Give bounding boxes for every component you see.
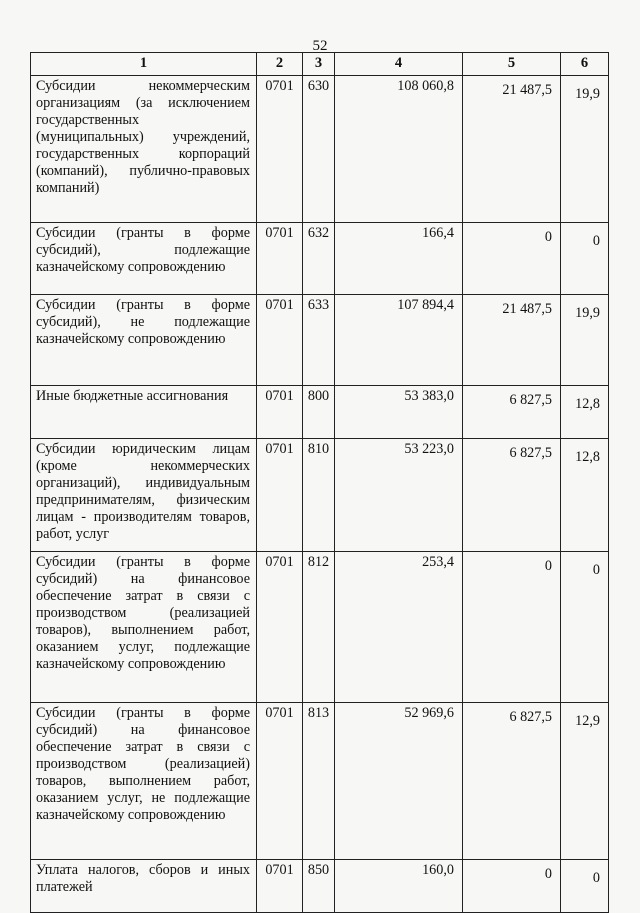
table-row <box>31 386 609 439</box>
plan-amount: 52 969,6 <box>335 703 463 860</box>
section-code: 0701 <box>257 76 303 223</box>
actual-amount: 6 827,5 <box>463 386 561 439</box>
section-code: 0701 <box>257 386 303 439</box>
row-description: Субсидии (гранты в форме субсидий) на финансовое обеспечение затрат в связи с производством (реализацией товаров), выполнением работ, оказанием услуг, подлежащие казначейскому сопровождению <box>31 552 257 703</box>
budget-table <box>30 52 609 913</box>
actual-amount: 6 827,5 <box>463 439 561 552</box>
column-header-2: 2 <box>257 53 303 76</box>
row-description: Субсидии некоммерческим организациям (за исключением государственных (муниципальных) учреждений, государственных корпораций (компаний), публично-правовых компаний) <box>31 76 257 223</box>
plan-amount: 160,0 <box>335 860 463 913</box>
plan-amount: 107 894,4 <box>335 295 463 386</box>
plan-amount: 53 223,0 <box>335 439 463 552</box>
actual-amount: 0 <box>463 223 561 295</box>
table-row <box>31 552 609 703</box>
table-row <box>31 76 609 223</box>
row-description: Субсидии юридическим лицам (кроме некоммерческих организаций), индивидуальным предпринимателям, физическим лицам - производителям товаров, работ, услуг <box>31 439 257 552</box>
expense-type-code: 810 <box>303 439 335 552</box>
table-row <box>31 439 609 552</box>
plan-amount: 253,4 <box>335 552 463 703</box>
plan-amount: 53 383,0 <box>335 386 463 439</box>
actual-amount: 0 <box>463 552 561 703</box>
actual-amount: 21 487,5 <box>463 295 561 386</box>
column-header-5: 5 <box>463 53 561 76</box>
expense-type-code: 813 <box>303 703 335 860</box>
column-header-3: 3 <box>303 53 335 76</box>
execution-percent: 19,9 <box>561 76 609 223</box>
table-row <box>31 295 609 386</box>
expense-type-code: 630 <box>303 76 335 223</box>
expense-type-code: 632 <box>303 223 335 295</box>
execution-percent: 12,9 <box>561 703 609 860</box>
expense-type-code: 850 <box>303 860 335 913</box>
execution-percent: 0 <box>561 223 609 295</box>
section-code: 0701 <box>257 703 303 860</box>
page-number: 52 <box>312 38 328 54</box>
row-description: Субсидии (гранты в форме субсидий), подлежащие казначейскому сопровождению <box>31 223 257 295</box>
section-code: 0701 <box>257 552 303 703</box>
row-description: Уплата налогов, сборов и иных платежей <box>31 860 257 913</box>
section-code: 0701 <box>257 223 303 295</box>
column-header-4: 4 <box>335 53 463 76</box>
row-description: Субсидии (гранты в форме субсидий), не подлежащие казначейскому сопровождению <box>31 295 257 386</box>
table-header-row <box>31 53 609 76</box>
section-code: 0701 <box>257 295 303 386</box>
plan-amount: 108 060,8 <box>335 76 463 223</box>
actual-amount: 0 <box>463 860 561 913</box>
execution-percent: 12,8 <box>561 386 609 439</box>
table-row <box>31 703 609 860</box>
expense-type-code: 800 <box>303 386 335 439</box>
table-row <box>31 223 609 295</box>
column-header-6: 6 <box>561 53 609 76</box>
row-description: Иные бюджетные ассигнования <box>31 386 257 439</box>
expense-type-code: 633 <box>303 295 335 386</box>
row-description: Субсидии (гранты в форме субсидий) на финансовое обеспечение затрат в связи с производством (реализацией) товаров, выполнением работ, оказанием услуг, не подлежащие казначейскому сопровождению <box>31 703 257 860</box>
execution-percent: 12,8 <box>561 439 609 552</box>
execution-percent: 0 <box>561 552 609 703</box>
execution-percent: 0 <box>561 860 609 913</box>
section-code: 0701 <box>257 860 303 913</box>
execution-percent: 19,9 <box>561 295 609 386</box>
expense-type-code: 812 <box>303 552 335 703</box>
actual-amount: 21 487,5 <box>463 76 561 223</box>
section-code: 0701 <box>257 439 303 552</box>
plan-amount: 166,4 <box>335 223 463 295</box>
column-header-1: 1 <box>31 53 257 76</box>
actual-amount: 6 827,5 <box>463 703 561 860</box>
